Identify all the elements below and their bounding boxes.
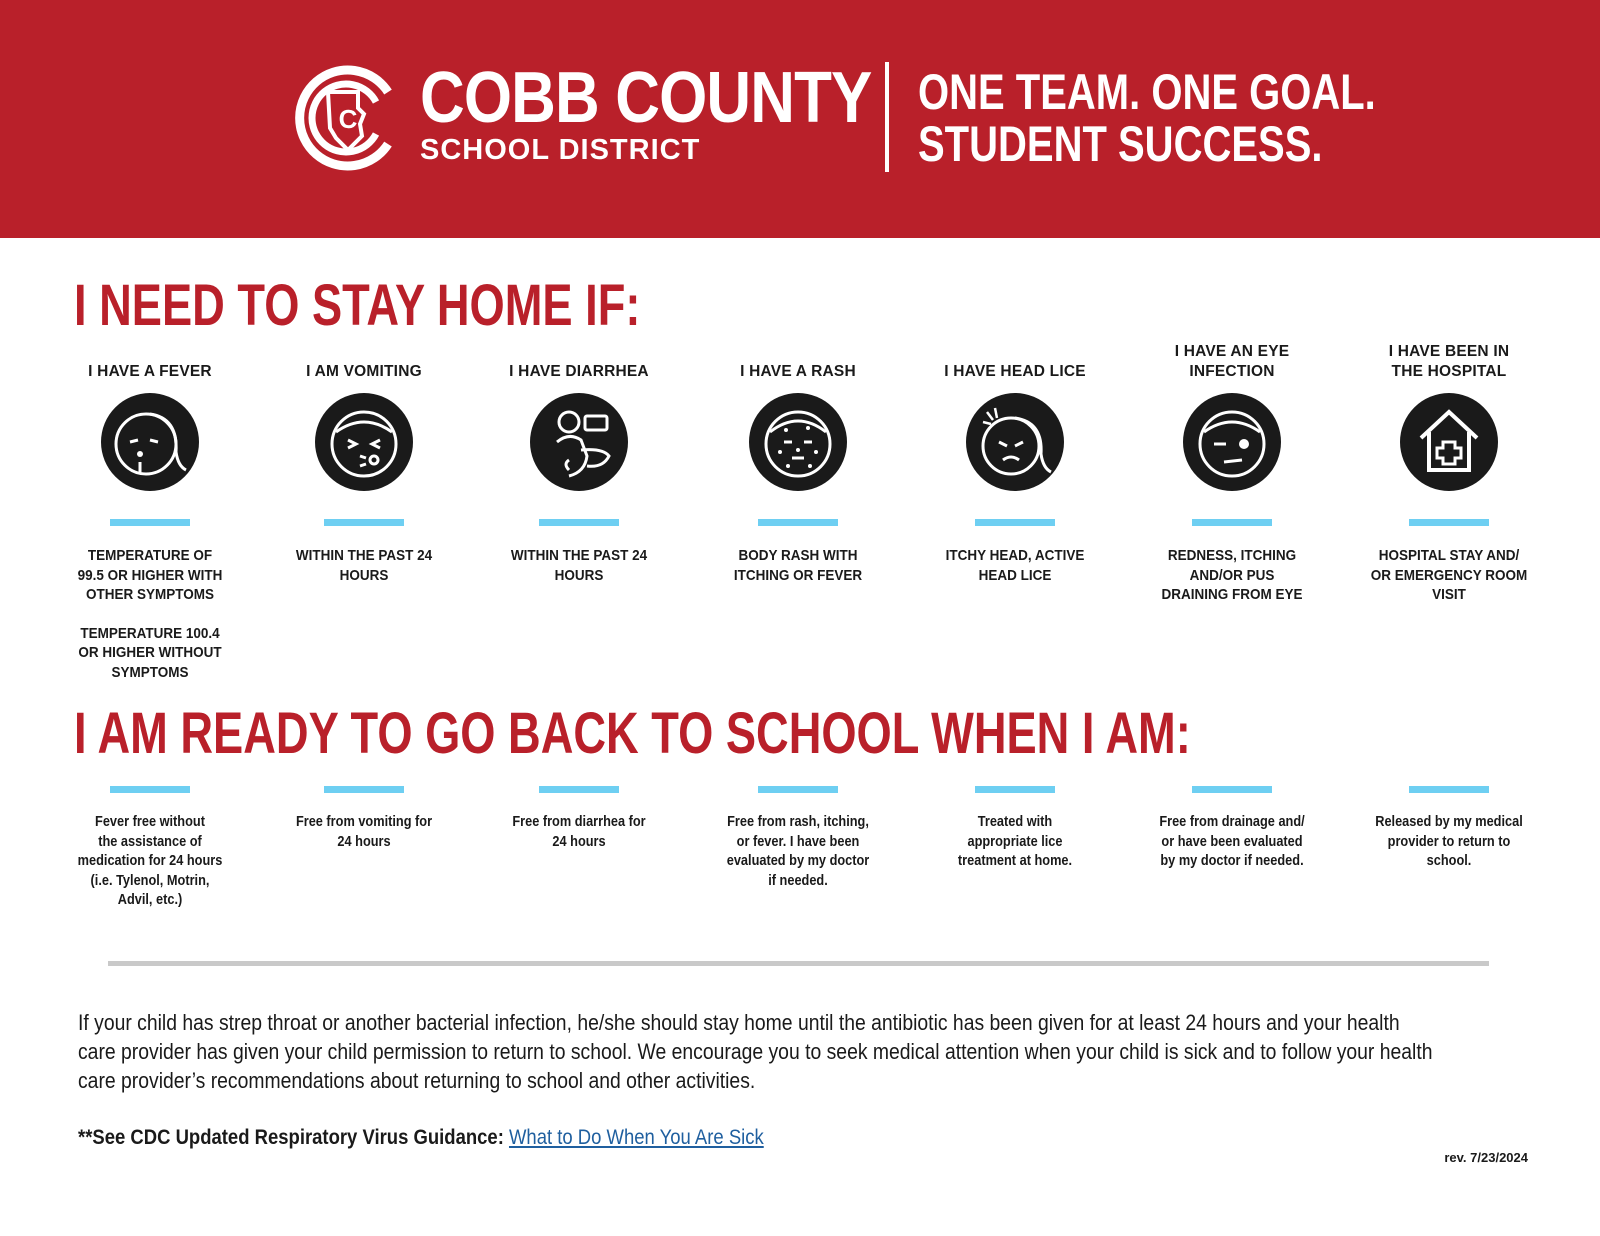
stay-home-item-fever — [50, 342, 250, 682]
ready-item-head-lice — [915, 786, 1115, 872]
brand-sub: SCHOOL DISTRICT — [420, 134, 701, 166]
diarrhea-person-icon — [529, 392, 629, 492]
fever-face-icon — [100, 392, 200, 492]
ready-description: Free from vomiting for 24 hours — [295, 814, 433, 850]
tagline-line-1: ONE TEAM. ONE GOAL. — [918, 64, 1376, 120]
brand-main: COBB COUNTY — [420, 58, 872, 138]
item-description: ITCHY HEAD, ACTIVE HEAD LICE — [945, 547, 1085, 584]
accent-bar — [324, 519, 404, 526]
ready-item-rash — [698, 786, 898, 891]
header-banner — [0, 0, 1600, 238]
accent-bar — [539, 519, 619, 526]
head-lice-face-icon — [965, 392, 1065, 492]
cdc-guidance-line — [78, 1125, 764, 1151]
stay-home-item-hospital — [1349, 342, 1549, 605]
ready-item-vomiting — [264, 786, 464, 852]
item-heading: I HAVE HEAD LICE — [944, 363, 1086, 380]
item-heading: I HAVE A FEVER — [88, 363, 212, 380]
brand-name — [420, 60, 945, 166]
ready-title: I AM READY TO GO BACK TO SCHOOL WHEN I AM: — [74, 701, 1191, 766]
item-heading: I HAVE BEEN IN THE HOSPITAL — [1388, 343, 1510, 380]
item-heading: I HAVE A RASH — [740, 363, 856, 380]
accent-bar — [539, 786, 619, 793]
item-heading: I HAVE DIARRHEA — [509, 363, 649, 380]
tagline — [918, 66, 1376, 170]
strep-throat-note: If your child has strep throat or another bacterial infection, he/she should stay home until the antibiotic has been given for at least 24 hours and your health care provider has given your child permission to return to school. We encourage you to seek medical attention when your child is sick and to follow your health care provider’s recommendations about returning to school and other activities. — [78, 1010, 1433, 1093]
ready-item-diarrhea — [479, 786, 679, 852]
logo-letter: C — [338, 104, 358, 134]
stay-home-item-head-lice — [915, 342, 1115, 585]
accent-bar — [324, 786, 404, 793]
tagline-line-2: STUDENT SUCCESS. — [918, 116, 1323, 172]
stay-home-item-diarrhea — [479, 342, 679, 585]
revision-date: rev. 7/23/2024 — [1444, 1150, 1528, 1165]
ready-description: Released by my medical provider to return to school. — [1375, 814, 1523, 869]
item-description: WITHIN THE PAST 24 HOURS — [295, 547, 433, 584]
accent-bar — [975, 519, 1055, 526]
stay-home-title: I NEED TO STAY HOME IF: — [74, 273, 641, 338]
ready-description: Treated with appropriate lice treatment at home. — [957, 814, 1073, 869]
accent-bar — [1409, 786, 1489, 793]
header-divider — [885, 62, 889, 172]
item-heading: I HAVE AN EYE INFECTION — [1174, 343, 1290, 380]
stay-home-item-vomiting — [264, 342, 464, 585]
accent-bar — [758, 786, 838, 793]
accent-bar — [1192, 786, 1272, 793]
accent-bar — [1192, 519, 1272, 526]
rash-face-icon — [748, 392, 848, 492]
section-divider — [108, 961, 1489, 966]
cdc-prefix: **See CDC Updated Respiratory Virus Guidance: — [78, 1126, 509, 1149]
accent-bar — [975, 786, 1055, 793]
ready-description: Free from rash, itching, or fever. I have been evaluated by my doctor if needed. — [726, 814, 870, 889]
item-heading: I AM VOMITING — [306, 363, 422, 380]
ready-description: Free from drainage and/ or have been evaluated by my doctor if needed. — [1159, 814, 1305, 869]
cdc-guidance-link[interactable]: What to Do When You Are Sick — [508, 1126, 764, 1149]
ready-description: Fever free without the assistance of medication for 24 hours (i.e. Tylenol, Motrin, Advil, etc.) — [77, 814, 223, 908]
ready-description: Free from diarrhea for 24 hours — [512, 814, 646, 850]
stay-home-item-rash — [698, 342, 898, 585]
item-description: REDNESS, ITCHING AND/OR PUS DRAINING FROM EYE — [1161, 547, 1303, 603]
accent-bar — [758, 519, 838, 526]
accent-bar — [110, 786, 190, 793]
accent-bar — [1409, 519, 1489, 526]
ready-item-hospital — [1349, 786, 1549, 872]
district-logo — [292, 62, 404, 174]
ready-item-fever — [50, 786, 250, 911]
item-description: BODY RASH WITH ITCHING OR FEVER — [733, 547, 863, 584]
eye-infection-face-icon — [1182, 392, 1282, 492]
hospital-icon — [1399, 392, 1499, 492]
ready-item-eye-infection — [1132, 786, 1332, 872]
accent-bar — [110, 519, 190, 526]
vomiting-face-icon — [314, 392, 414, 492]
item-description: WITHIN THE PAST 24 HOURS — [510, 547, 648, 584]
item-description: HOSPITAL STAY AND/ OR EMERGENCY ROOM VISIT — [1370, 547, 1528, 603]
stay-home-item-eye-infection — [1132, 342, 1332, 605]
item-description: TEMPERATURE OF 99.5 OR HIGHER WITH OTHER SYMPTOMS TEMPERATURE 100.4 OR HIGHER WITHOUT SYMPTOMS — [77, 547, 223, 681]
